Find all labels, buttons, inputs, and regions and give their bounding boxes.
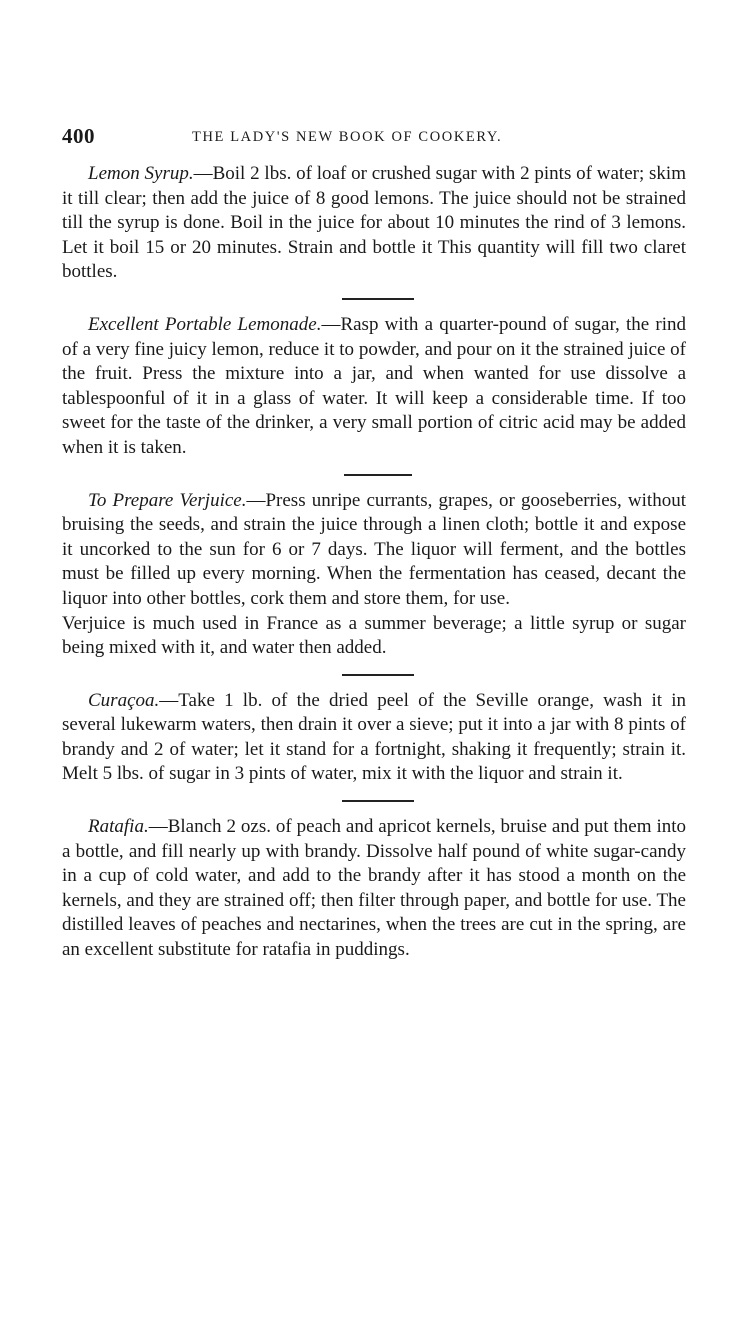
recipe-title: To Prepare Verjuice. <box>88 489 247 511</box>
recipe-lemon-syrup <box>62 162 686 285</box>
recipe-text: —Blanch 2 ozs. of peach and apricot kernels, bruise and put them into a bottle, and fill nearly up with brandy. Dissolve half pound of white sugar-candy in a cup of cold water, and add to the brandy after it has stood a month on the kernels, and they are strained off; then filter through paper, and bottle for use. The distilled leaves of peaches and nectarines, when the trees are cut in the spring, are an excellent substitute for ratafia in puddings. <box>62 816 686 961</box>
recipe-paragraph <box>62 489 686 612</box>
recipe-paragraph <box>62 689 686 787</box>
recipe-text: —Boil 2 lbs. of loaf or crushed sugar with 2 pints of water; skim it till clear; then add the juice of 8 good lemons. The juice should not be strained till the syrup is done. Boil in the juice for about 10 minutes the rind of 3 lemons. Let it boil 15 or 20 minutes. Strain and bottle it This quantity will fill two claret bottles. <box>62 163 686 283</box>
recipe-text: —Rasp with a quarter-pound of sugar, the rind of a very fine juicy lemon, reduce it to powder, and pour on it the strained juice of the fruit. Press the mixture into a jar, and when wanted for use dissolve a tablespoonful of it in a glass of water. It will keep a considerable time. If too sweet for the taste of the drinker, a very small portion of citric acid may be added when it is taken. <box>62 313 687 458</box>
page-number: 400 <box>62 124 95 148</box>
recipe-paragraph <box>62 162 686 285</box>
section-divider <box>344 474 412 476</box>
running-title: THE LADY'S NEW BOOK OF COOKERY. <box>192 129 503 145</box>
recipe-text: —Take 1 lb. of the dried peel of the Seville orange, wash it in several lukewarm waters, then drain it over a sieve; put it into a jar with 8 pints of brandy and 2 of water; let it stand for a fortnight, shaking it frequently; strain it. Melt 5 lbs. of sugar in 3 pints of water, mix it with the liquor and strain it. <box>62 689 686 785</box>
section-divider <box>342 674 414 676</box>
section-divider <box>342 800 414 802</box>
recipe-title: Excellent Portable Lemonade. <box>88 313 322 335</box>
recipe-title: Ratafia. <box>88 816 149 838</box>
recipe-portable-lemonade <box>62 313 686 461</box>
recipe-text: —Press unripe currants, grapes, or gooseberries, without bruising the seeds, and strain the juice through a linen cloth; bottle it and expose it uncorked to the sun for 6 or 7 days. The liquor will ferment, and the bottles must be filled up every morning. When the fermentation has ceased, decant the liquor into other bottles, cork them and store them, for use. <box>62 489 686 609</box>
recipe-curacoa <box>62 689 686 787</box>
section-divider <box>342 298 414 300</box>
recipe-ratafia <box>62 815 686 963</box>
recipe-paragraph <box>62 313 686 461</box>
recipe-paragraph: Verjuice is much used in France as a summer beverage; a little syrup or sugar being mixed with it, and water then added. <box>62 612 686 659</box>
recipe-title: Lemon Syrup. <box>88 163 194 184</box>
page-header <box>62 124 686 158</box>
book-page <box>62 124 686 963</box>
recipe-verjuice <box>62 489 686 661</box>
recipe-title: Curaçoa. <box>88 689 160 711</box>
recipe-paragraph <box>62 815 686 963</box>
